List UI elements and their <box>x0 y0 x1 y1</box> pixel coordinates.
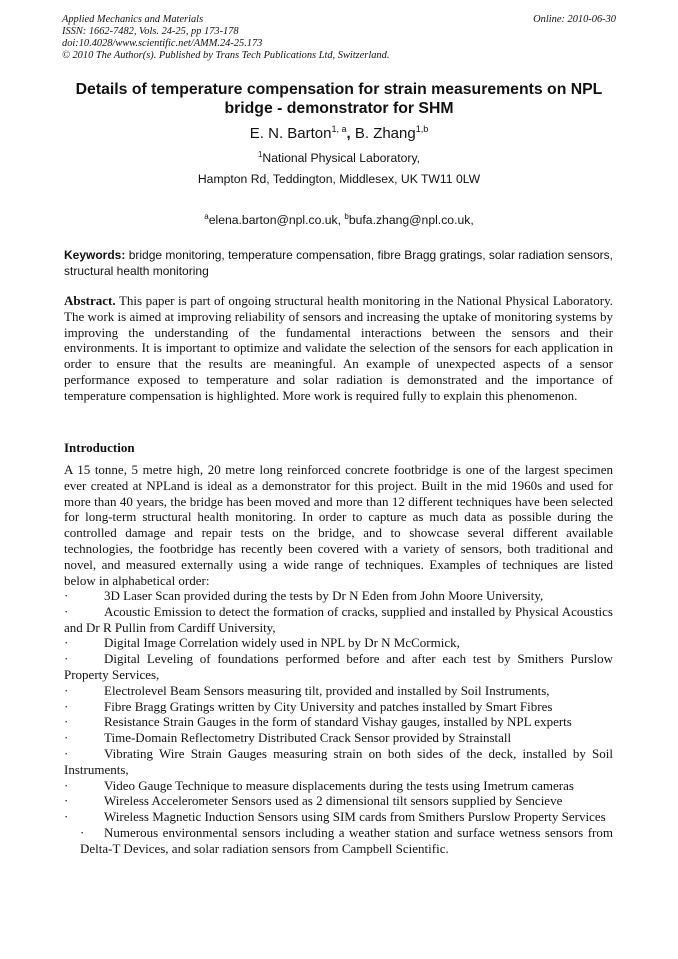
copyright-line: © 2010 The Author(s). Published by Trans Tech Publications Ltd, Switzerland. <box>62 50 390 61</box>
list-item <box>80 825 613 857</box>
author-1-affil-mark: 1, a <box>331 124 347 134</box>
list-item <box>64 635 613 651</box>
paper-title <box>40 80 638 118</box>
list-item <box>64 699 613 715</box>
bullet-symbol: · <box>64 682 69 698</box>
bullet-symbol: · <box>64 698 69 714</box>
list-item <box>64 746 613 778</box>
keywords-label: Keywords: <box>64 248 126 262</box>
affiliation-mark: 1 <box>257 150 263 159</box>
bullet-symbol: · <box>64 635 69 651</box>
bullet-symbol: · <box>64 714 69 730</box>
list-item-text: 3D Laser Scan provided during the tests by Dr N Eden from John Moore University, <box>104 588 544 603</box>
bullet-symbol: · <box>64 730 69 746</box>
bullet-symbol: · <box>64 793 69 809</box>
issn-line: ISSN: 1662-7482, Vols. 24-25, pp 173-178 <box>62 26 239 37</box>
bullet-symbol: · <box>64 588 69 603</box>
bullet-symbol: · <box>64 777 69 793</box>
list-item <box>64 714 613 730</box>
introduction-heading: Introduction <box>64 440 135 455</box>
list-item <box>64 604 613 636</box>
list-item-text: Wireless Accelerometer Sensors used as 2 dimensional tilt sensors supplied by Sencieve <box>104 793 563 809</box>
bullet-symbol: · <box>64 603 69 619</box>
list-item-text: Video Gauge Technique to measure displacements during the tests using Imetrum cameras <box>104 777 574 793</box>
title-line-1: Details of temperature compensation for strain measurements on NPL <box>75 81 603 98</box>
list-item <box>64 778 613 794</box>
online-date: Online: 2010-06-30 <box>533 14 616 25</box>
keywords-block <box>64 248 613 279</box>
journal-name: Applied Mechanics and Materials <box>62 14 204 25</box>
author-emails <box>40 212 638 227</box>
list-item <box>64 793 613 809</box>
list-item-text: Acoustic Emission to detect the formation of cracks, supplied and installed by Physical Acoustics and Dr R Pullin from Cardiff University, <box>64 603 613 635</box>
list-item <box>64 683 613 699</box>
bullet-symbol: · <box>64 651 69 667</box>
list-item <box>64 730 613 746</box>
abstract-block <box>64 293 613 404</box>
list-item <box>64 651 613 683</box>
list-item-text: Numerous environmental sensors including a weather station and surface wetness sensors from Delta-T Devices, and solar radiation sensors from Campbell Scientific. <box>80 824 613 856</box>
list-item-text: Resistance Strain Gauges in the form of standard Vishay gauges, installed by NPL experts <box>104 714 572 730</box>
author-separator: , <box>346 125 355 142</box>
list-item <box>64 809 613 825</box>
affiliation-address: Hampton Rd, Teddington, Middlesex, UK TW11 0LW <box>197 172 481 186</box>
author-2-affil-mark: 1,b <box>415 124 429 134</box>
abstract-label: Abstract. <box>64 293 116 308</box>
journal-header <box>62 14 616 62</box>
author-2: B. Zhang <box>354 125 416 142</box>
abstract-text: This paper is part of ongoing structural health monitoring in the National Physical Laboratory. The work is aimed at improving reliability of sensors and increasing the uptake of monitoring systems by improving the understanding of the fundamental interactions between the sensors and their environments. It is important to optimize and validate the selection of the sensors for each application in order to ensure that the results are meaningful. An example of unexpected aspects of a sensor performance exposed to temperature and solar radiation is demonstrated and the importance of temperature compensation is highlighted. More work is required fully to explain this phenomenon. <box>64 293 613 403</box>
list-item-text: Wireless Magnetic Induction Sensors using SIM cards from Smithers Purslow Property Services <box>104 809 606 825</box>
email-a-mark: a <box>204 212 209 221</box>
list-item-text: Digital Leveling of foundations performed before and after each test by Smithers Purslow Property Services, <box>64 651 613 682</box>
bullet-symbol: · <box>80 824 85 840</box>
email-b: bufa.zhang@npl.co.uk, <box>348 213 474 228</box>
bullet-symbol: · <box>64 809 69 825</box>
list-item-text: Digital Image Correlation widely used in NPL by Dr N McCormick, <box>104 635 460 651</box>
list-item-text: Fibre Bragg Gratings written by City University and patches installed by Smart Fibres <box>104 698 553 714</box>
affiliation-line-1 <box>40 150 638 165</box>
bullet-symbol: · <box>64 745 69 761</box>
author-list <box>40 124 638 142</box>
affiliation-org: National Physical Laboratory, <box>262 151 421 166</box>
email-b-mark: b <box>344 212 349 221</box>
title-line-2: bridge - demonstrator for SHM <box>224 100 454 117</box>
list-item-text: Vibrating Wire Strain Gauges measuring strain on both sides of the deck, installed by Soil Instruments, <box>64 745 613 777</box>
list-item-text: Electrolevel Beam Sensors measuring tilt, provided and installed by Soil Instruments, <box>104 682 550 698</box>
doi-line: doi:10.4028/www.scientific.net/AMM.24-25.173 <box>62 38 263 49</box>
author-1: E. N. Barton <box>249 125 332 142</box>
techniques-list <box>64 588 613 857</box>
email-a: elena.barton@npl.co.uk, <box>208 213 345 228</box>
list-item <box>64 588 613 604</box>
list-item-text: Time-Domain Reflectometry Distributed Crack Sensor provided by Strainstall <box>104 730 512 746</box>
keywords-text: bridge monitoring, temperature compensation, fibre Bragg gratings, solar radiation sensors, structural health monitoring <box>64 248 613 278</box>
introduction-paragraph: A 15 tonne, 5 metre high, 20 metre long reinforced concrete footbridge is one of the largest specimen ever created at NPLand is ideal as a demonstrator for this project. Built in the mid 1960s and used for more than 40 years, the bridge has been moved and more than 12 different techniques have been selected for long-term structural health monitoring. In order to capture as much data as possible during the controlled damage and repair tests on the bridge, and to showcase several different available technologies, the footbridge has recently been covered with a variety of sensors, both traditional and novel, and measured externally using a wide range of techniques. Examples of techniques are listed below in alphabetical order: <box>64 462 613 588</box>
